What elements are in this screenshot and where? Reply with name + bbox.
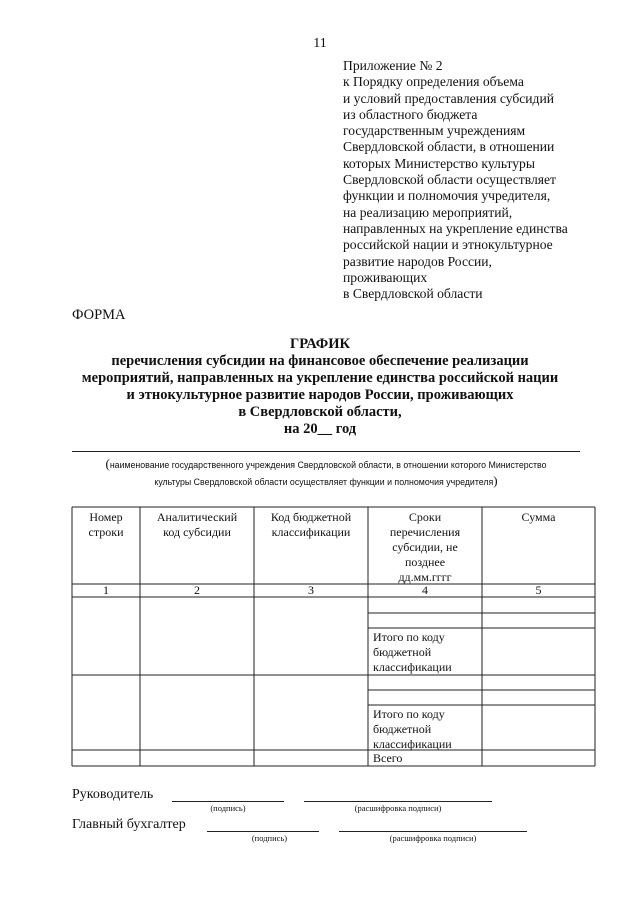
head-name-line[interactable] [304, 801, 492, 802]
head-signature-line[interactable] [172, 801, 284, 802]
accountant-signature-label: Главный бухгалтер [72, 817, 186, 832]
appendix-line: российской нации и этнокультурное [343, 237, 553, 253]
caption-close-paren: ) [493, 473, 498, 488]
subtotal-label: Итого по коду бюджетной классификации [373, 630, 452, 674]
title-line: в Свердловской области, [238, 404, 402, 420]
column-number: 2 [194, 583, 200, 597]
appendix-line: и условий предоставления субсидий [343, 90, 555, 106]
header-row-number: Номер строки [88, 510, 124, 539]
column-number: 1 [103, 583, 109, 597]
caption-line: культуры Свердловской области осуществляет функции и полномочия учредителя [154, 477, 494, 487]
caption-line: наименование государственного учреждения Свердловской области, в отношении которого Министерство [109, 460, 547, 470]
column-number: 5 [535, 583, 542, 597]
appendix-line: проживающих [343, 269, 428, 285]
appendix-line: направленных на укрепление единства [343, 220, 568, 236]
appendix-line: государственным учреждениям [343, 123, 526, 139]
page-number: 11 [313, 36, 327, 51]
appendix-line: развитие народов России, [343, 253, 492, 269]
appendix-line: Свердловской области, в отношении [343, 139, 555, 155]
signature-caption: (подпись) [251, 833, 288, 843]
title-line: на 20__ год [283, 421, 357, 437]
form-label: ФОРМА [72, 307, 126, 323]
header-amount: Сумма [521, 510, 556, 524]
title-heading: ГРАФИК [289, 336, 351, 352]
header-payment-deadline: Сроки перечисления субсидии, не позднее дд.мм.гггг [389, 510, 461, 584]
header-analytic-code: Аналитический код субсидии [156, 510, 238, 539]
signature-caption: (подпись) [210, 803, 246, 813]
title-line: мероприятий, направленных на укрепление единства российской нации [81, 370, 559, 386]
column-number: 4 [422, 583, 428, 597]
title-line: перечисления субсидии на финансовое обеспечение реализации [111, 353, 529, 369]
decode-caption: (расшифровка подписи) [354, 803, 442, 813]
column-number: 3 [308, 583, 314, 597]
title-line: и этнокультурное развитие народов России, проживающих [126, 387, 514, 403]
appendix-line: функции и полномочия учредителя, [343, 188, 551, 204]
appendix-line: в Свердловской области [343, 286, 483, 302]
subtotal-label: Итого по коду бюджетной классификации [373, 707, 452, 751]
decode-caption: (расшифровка подписи) [389, 833, 477, 843]
appendix-line: из областного бюджета [343, 106, 478, 122]
head-signature-label: Руководитель [72, 787, 154, 802]
accountant-name-line[interactable] [339, 831, 527, 832]
appendix-line: Свердловской области осуществляет [343, 172, 556, 188]
appendix-line: к Порядку определения объема [343, 74, 524, 90]
total-label: Всего [373, 751, 403, 765]
accountant-signature-line[interactable] [207, 831, 319, 832]
appendix-line: которых Министерство культуры [343, 155, 535, 171]
appendix-line: Приложение № 2 [343, 58, 443, 73]
appendix-line: на реализацию мероприятий, [343, 204, 513, 220]
caption-open-paren: ( [105, 456, 110, 471]
header-budget-code: Код бюджетной классификации [270, 510, 352, 539]
